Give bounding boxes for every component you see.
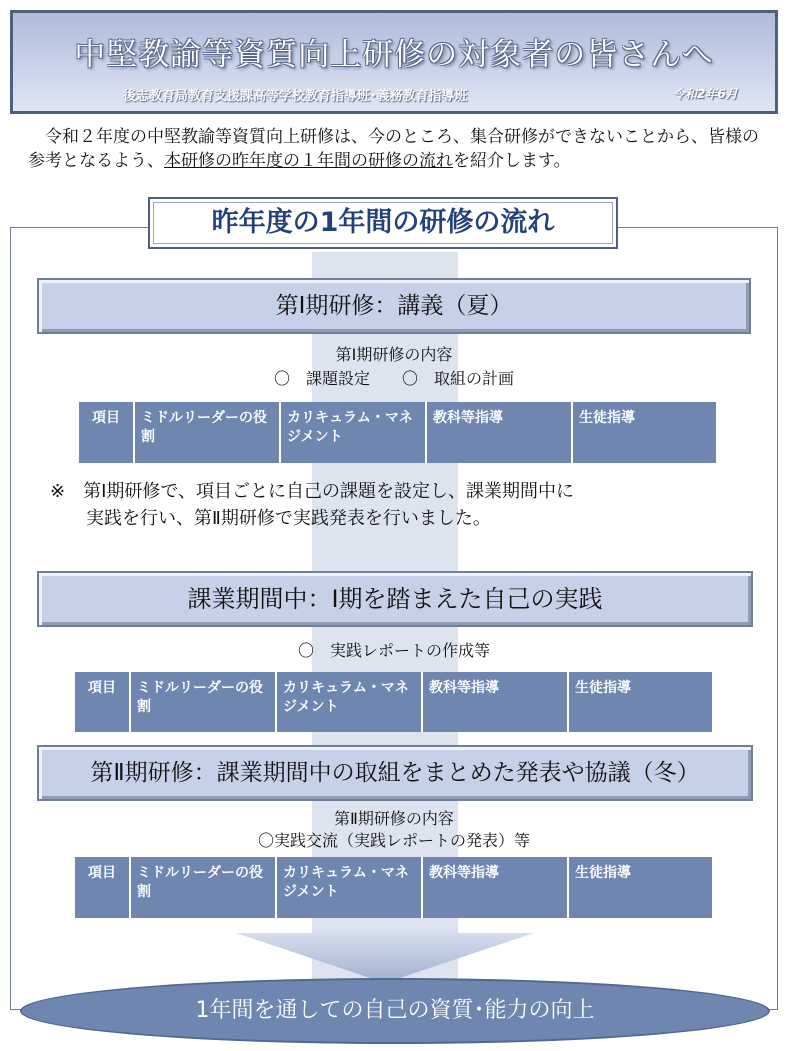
phase3-heading: 第Ⅱ期研修：課業期間中の取組をまとめた発表や協議（冬） (37, 745, 753, 801)
down-arrow-icon (232, 925, 554, 985)
item-cell-label: 項目 (75, 672, 131, 732)
phase3-subtitle: 第Ⅱ期研修の内容 (334, 809, 454, 828)
item-cell-middle-leader: ミドルリーダーの役割 (131, 857, 277, 918)
phase1-item-table (79, 402, 716, 463)
intro-underlined-text: 本研修の昨年度の１年間の研修の流れ (164, 151, 453, 171)
intro-paragraph (28, 125, 768, 173)
item-cell-student-guidance: 生徒指導 (569, 857, 712, 918)
phase1-heading: 第Ⅰ期研修：講義（夏） (37, 278, 751, 334)
publish-date: 令和2年6月 (673, 87, 738, 101)
phase3-contents: 〇実践交流（実践レポートの発表）等 (257, 831, 530, 850)
item-cell-label: 項目 (75, 857, 131, 918)
note-line-2: 実践を行い、第Ⅱ期研修で実践発表を行いました。 (50, 508, 491, 529)
item-cell-subject-teaching: 教科等指導 (423, 857, 569, 918)
item-cell-student-guidance: 生徒指導 (573, 402, 716, 463)
note-line-1: ※ 第Ⅰ期研修で、項目ごとに自己の課題を設定し、課業期間中に (50, 481, 575, 502)
item-cell-middle-leader: ミドルリーダーの役割 (131, 672, 277, 732)
organization-name: 後志教育局教育支援課高等学校教育指導班･義務教育指導班 (123, 89, 468, 104)
phase1-subtitle: 第Ⅰ期研修の内容 (335, 345, 453, 364)
result-ellipse: 1年間を通しての自己の資質･能力の向上 (20, 978, 770, 1044)
item-cell-curriculum: カリキュラム・マネジメント (277, 857, 423, 918)
intro-text-after: を紹介します。 (453, 151, 571, 171)
phase1-contents: 〇 課題設定 〇 取組の計画 (273, 369, 514, 388)
item-cell-subject-teaching: 教科等指導 (427, 402, 573, 463)
intro-text-before: 令和２年度の中堅教諭等資質向上研修は、今のところ、集合研修ができないことから、皆様の参考となるよう、 (28, 127, 759, 171)
note-text (50, 478, 750, 532)
item-cell-curriculum: カリキュラム・マネジメント (277, 672, 423, 732)
page-title: 中堅教諭等資質向上研修の対象者の皆さんへ (74, 37, 714, 73)
phase3-item-table (75, 857, 712, 918)
header-banner (10, 10, 778, 114)
item-cell-middle-leader: ミドルリーダーの役割 (135, 402, 281, 463)
phase2-heading: 課業期間中：Ⅰ期を踏まえた自己の実践 (37, 571, 753, 627)
phase2-item-table (75, 672, 712, 732)
item-cell-student-guidance: 生徒指導 (569, 672, 712, 732)
item-cell-curriculum: カリキュラム・マネジメント (281, 402, 427, 463)
phase2-contents: 〇 実践レポートの作成等 (297, 641, 490, 660)
item-cell-label: 項目 (79, 402, 135, 463)
item-cell-subject-teaching: 教科等指導 (423, 672, 569, 732)
section-title: 昨年度の1年間の研修の流れ (148, 197, 618, 249)
